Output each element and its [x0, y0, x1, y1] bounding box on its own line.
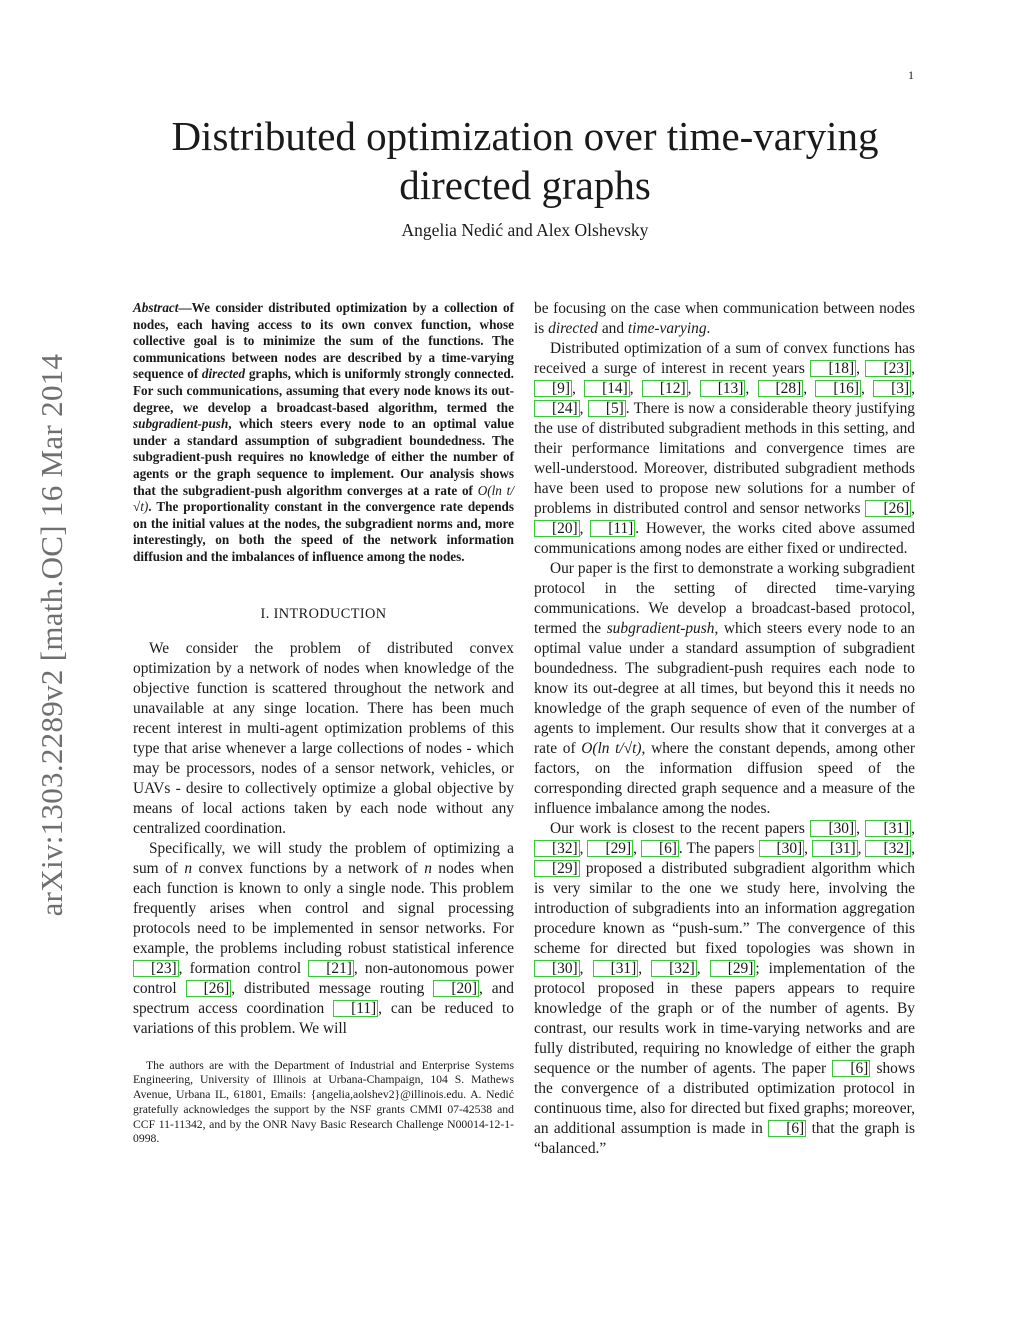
citation-link[interactable]: [13]	[700, 380, 746, 397]
right-paragraph-2: Our paper is the first to demonstrate a working subgradient protocol in the setting of directed time-varying communications. We develop a broadcast-based protocol, termed the subgradient-push, which steers every node to an optimal value under a standard assumption of subgradient boundedness. The subgradient-push requires each node to know its out-degree at all times, but beyond this it needs no knowledge of the graph sequence of even of the number of agents to implement. Our results show that it converges at a rate of O(ln t/√t), where the constant depends, among other factors, on the information diffusion speed of the corresponding directed graph sequence and a measure of the influence imbalance among the nodes.	[534, 560, 915, 817]
citation-link[interactable]: [30]	[759, 840, 805, 857]
rate-formula: O(ln t/√t)	[133, 482, 514, 515]
right-paragraph-1: Distributed optimization of a sum of convex functions has received a surge of interest in recent years [18] , [23] , [9] , [14] , [12] , [13] , [28] , [16] , [3] , [24] , [5] . There is now a considerable theory justifying the use of distributed subgradient methods in this setting, and their performance limitations and convergence times are well-understood. Moreover, distributed subgradient methods have been used to propose new solutions for a number of problems in distributed control and sensor networks [26] , [20] , [11] . However, the works cited above assumed communications among nodes are either fixed or undirected.	[534, 340, 915, 557]
citation-link[interactable]: [30]	[534, 960, 580, 977]
citation-link[interactable]: [32]	[651, 960, 697, 977]
left-column	[133, 300, 514, 1147]
abstract: Abstract—We consider distributed optimization by a collection of nodes, each having access to its own convex function, whose collective goal is to minimize the sum of the functions. The communications between nodes are described by a time-varying sequence of directed graphs, which is uniformly strongly connected. For such communications, assuming that every node knows its out-degree, we develop a broadcast-based algorithm, termed the subgradient-push, which steers every node to an optimal value under a standard assumption of subgradient boundedness. The subgradient-push requires no knowledge of either the number of agents or the graph sequence to implement. Our analysis shows that the subgradient-push algorithm converges at a rate of O(ln t/√t). The proportionality constant in the convergence rate depends on the initial values at the nodes, the subgradient norms and, more interestingly, on both the speed of the network information diffusion and the imbalances of influence among the nodes.	[133, 300, 514, 564]
citation-link[interactable]: [29]	[587, 840, 633, 857]
citation-link[interactable]: [26]	[186, 980, 232, 997]
citation-link[interactable]: [26]	[865, 500, 911, 517]
citation-link[interactable]: [32]	[865, 840, 911, 857]
citation-link[interactable]: [31]	[865, 820, 911, 837]
page-number: 1	[908, 68, 914, 82]
citation-link[interactable]: [20]	[534, 520, 580, 537]
right-paragraph-0: be focusing on the case when communication between nodes is directed and time-varying.	[534, 300, 915, 337]
right-paragraph-3: Our work is closest to the recent papers [30] , [31] , [32] , [29] , [6] . The papers [30] , [31] , [32] , [29] proposed a distributed subgradient algorithm which is very similar to the one we study here, involving the introduction of subgradients into an information aggregation procedure known as “push-sum.” The convergence of this scheme for directed but fixed topologies was shown in [30] , [31] , [32] , [29] ; implementation of the protocol proposed in these papers appears to require knowledge of the graph or of the number of agents. By contrast, our results work in time-varying networks and are fully distributed, requiring no knowledge of either the graph sequence or the number of agents. The paper [6] shows the convergence of a distributed optimization protocol in continuous time, also for directed but fixed graphs; moreover, an additional assumption is made in [6] that the graph is “balanced.”	[534, 820, 915, 1157]
citation-link[interactable]: [31]	[812, 840, 858, 857]
citation-link[interactable]: [29]	[534, 860, 580, 877]
author-footnote: The authors are with the Department of Industrial and Enterprise Systems Engineering, University of Illinois at Urbana-Champaign, 104 S. Mathews Avenue, Urbana IL, 61801, Emails: {angelia,aolshev2}@illinois.edu. A. Nedić gratefully acknowledges the support by the NSF grants CMMI 07-42538 and CCF 11-11342, and by the ONR Navy Basic Research Challenge N00014-12-1-0998.	[133, 1058, 514, 1146]
citation-link[interactable]: [11]	[590, 520, 635, 537]
right-column	[534, 299, 915, 1159]
citation-link[interactable]: [32]	[534, 840, 580, 857]
paper-title: Distributed optimization over time-varying directed graphs	[171, 113, 879, 208]
citation-link[interactable]: [30]	[810, 820, 856, 837]
abstract-label: Abstract	[133, 300, 179, 315]
arxiv-identifier: arXiv:1303.2289v2 [math.OC] 16 Mar 2014	[34, 353, 69, 917]
intro-paragraph-1: We consider the problem of distributed convex optimization by a network of nodes when knowledge of the objective function is scattered throughout the network and unavailable at any singe location. There has been much recent interest in multi-agent optimization problems of this type that arise whenever a large collections of nodes - which may be processors, nodes of a sensor network, vehicles, or UAVs - desire to collectively optimize a global objective by means of local actions taken by each node without any centralized coordination.	[133, 639, 514, 837]
citation-link[interactable]: [11]	[333, 1000, 378, 1017]
rate-formula: O(ln t/√t)	[581, 740, 642, 757]
citation-link[interactable]: [9]	[534, 380, 572, 397]
citation-link[interactable]: [6]	[832, 1060, 870, 1077]
citation-link[interactable]: [18]	[810, 360, 856, 377]
citation-link[interactable]: [23]	[865, 360, 911, 377]
section-heading: I. INTRODUCTION	[260, 605, 387, 622]
citation-link[interactable]: [23]	[133, 960, 179, 977]
citation-link[interactable]: [29]	[710, 960, 756, 977]
citation-link[interactable]: [12]	[642, 380, 688, 397]
citation-link[interactable]: [16]	[815, 380, 861, 397]
citation-link[interactable]: [3]	[873, 380, 911, 397]
citation-link[interactable]: [31]	[593, 960, 639, 977]
citation-link[interactable]: [24]	[534, 400, 580, 417]
citation-link[interactable]: [5]	[588, 400, 626, 417]
citation-link[interactable]: [6]	[768, 1120, 806, 1137]
intro-paragraph-2: Specifically, we will study the problem of optimizing a sum of n convex functions by a network of n nodes when each function is known to only a single node. This problem frequently arises when control and signal processing protocols need to be implemented in sensor networks. For example, the problems including robust statistical inference [23] , formation control [21] , non-autonomous power control [26] , distributed message routing [20] , and spectrum access coordination [11] , can be reduced to variations of this problem. We will	[133, 839, 514, 1037]
citation-link[interactable]: [14]	[584, 380, 630, 397]
paper-authors: Angelia Nedić and Alex Olshevsky	[401, 220, 649, 240]
citation-link[interactable]: [6]	[641, 840, 679, 857]
citation-link[interactable]: [21]	[308, 960, 354, 977]
citation-link[interactable]: [20]	[433, 980, 479, 997]
citation-link[interactable]: [28]	[758, 380, 804, 397]
